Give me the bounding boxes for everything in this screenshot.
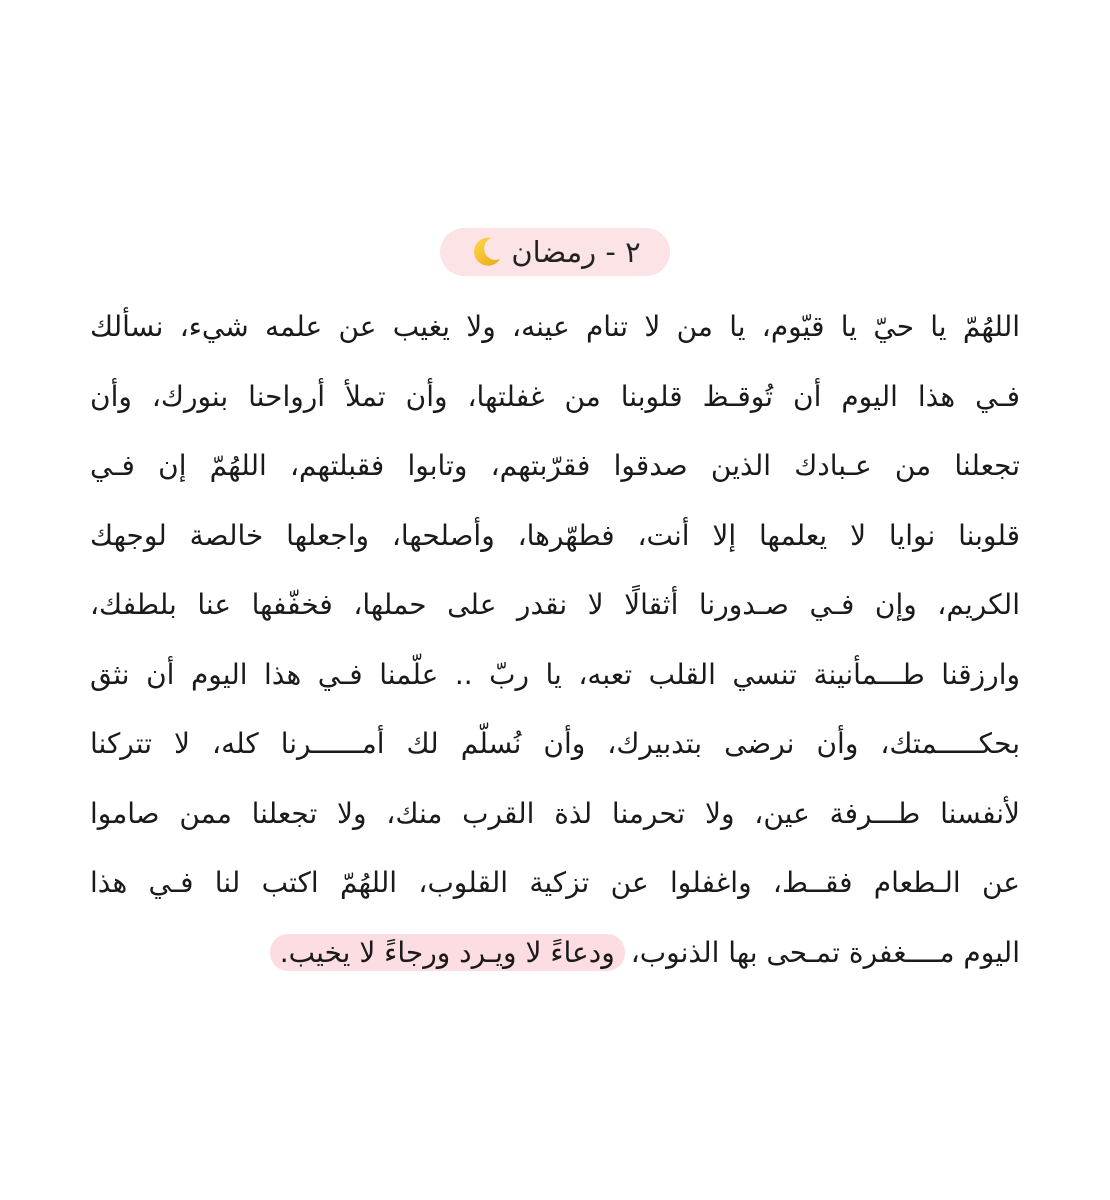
paragraph-line-text: عن الـطعام فقــط، واغفلوا عن تزكية القلوب، اللهُمّ اكتب لنا فـي هذا xyxy=(90,866,1020,900)
paragraph-line xyxy=(90,848,1020,918)
paragraph-line-text: اليوم مــــغفرة تمـحى بها الذنوب، xyxy=(630,935,1020,969)
paragraph-line-text: الكريم، وإن فـي صـدورنا أثقالًا لا نقدر على حملها، فخفّفها عنا بلطفك، xyxy=(90,588,1020,622)
paragraph-line xyxy=(90,570,1020,640)
paragraph-line-text: فـي هذا اليوم أن تُوقـظ قلوبنا من غفلتها، وأن تملأ أرواحنا بنورك، وأن xyxy=(90,379,1020,413)
title-badge xyxy=(440,228,670,276)
paragraph-line xyxy=(90,709,1020,779)
paragraph-line-text: لأنفسنا طـــرفة عين، ولا تحرمنا لذة القرب منك، ولا تجعلنا ممن صاموا xyxy=(90,796,1020,830)
paragraph-line xyxy=(90,501,1020,571)
paragraph-line xyxy=(90,292,1020,362)
paragraph-line xyxy=(90,779,1020,849)
paragraph-last-line xyxy=(90,918,1020,988)
dua-paragraph xyxy=(90,292,1020,987)
paragraph-line-text: بحكـــــمتك، وأن نرضى بتدبيرك، وأن نُسلّم لك أمــــــرنا كله، لا تتركنا xyxy=(90,727,1020,761)
paragraph-line-text: اللهُمّ يا حيّ يا قيّوم، يا من لا تنام عينه، ولا يغيب عن علمه شيء، نسألك xyxy=(90,310,1020,344)
page-title: ٢ - رمضان xyxy=(511,235,641,269)
paragraph-line xyxy=(90,640,1020,710)
crescent-moon-icon xyxy=(469,235,503,269)
paragraph-line-text: وارزقنا طـــمأنينة تنسي القلب تعبه، يا ربّ .. علّمنا فـي هذا اليوم أن نثق xyxy=(90,657,1020,691)
paragraph-line xyxy=(90,362,1020,432)
paragraph-line-text: تجعلنا من عـبادك الذين صدقوا فقرّبتهم، وتابوا فقبلتهم، اللهُمّ إن فـي xyxy=(90,449,1020,483)
highlighted-text: ودعاءً لا ويـرد ورجاءً لا يخيب. xyxy=(270,934,625,971)
paragraph-line-text: قلوبنا نوايا لا يعلمها إلا أنت، فطهّرها، وأصلحها، واجعلها خالصة لوجهك xyxy=(90,518,1020,552)
paragraph-line xyxy=(90,431,1020,501)
